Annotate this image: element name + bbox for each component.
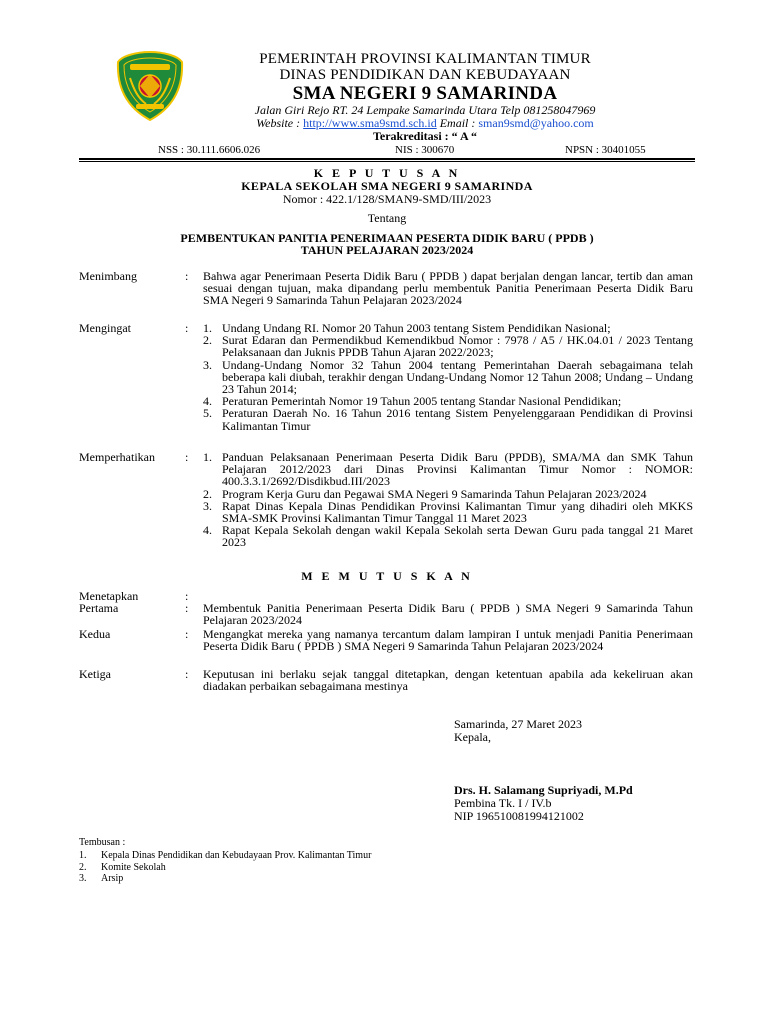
letterhead-contact — [200, 117, 650, 129]
signatory-name: Drs. H. Salamang Supriyadi, M.Pd — [454, 783, 633, 797]
list-item — [203, 451, 693, 488]
document-number: Nomor : 422.1/128/SMAN9-SMD/III/2023 — [282, 192, 492, 206]
item-number: 3. — [203, 498, 212, 513]
signatory-rank: Pembina Tk. I / IV.b — [454, 796, 552, 810]
decision-title: M E M U T U S K A N — [301, 569, 473, 583]
pertama-text: Membentuk Panitia Penerimaan Peserta Didik Baru ( PPDB ) SMA Negeri 9 Samarinda Tahun Pelajaran 2023/2024 — [203, 601, 693, 628]
item-text: Komite Sekolah — [101, 861, 166, 873]
mengingat-list — [203, 322, 693, 432]
item-text: Panduan Pelaksanaan Penerimaan Peserta Didik Baru (PPDB), SMA/MA dan SMK Tahun Pelajaran 2012/2023 dari Dinas Provinsi Kalimantan Timur Nomor : NOMOR: 400.3.3.1/2692/Disdikbud.III/2023 — [222, 450, 693, 489]
npsn-number: NPSN : 30401055 — [565, 144, 646, 156]
provincial-emblem-logo — [116, 50, 184, 122]
kedua-colon: : — [185, 627, 189, 641]
memperhatikan-label: Memperhatikan — [79, 450, 155, 464]
menimbang-colon: : — [185, 269, 189, 283]
nss-number: NSS : 30.111.6606.026 — [158, 144, 261, 156]
menimbang-text: Bahwa agar Penerimaan Peserta Didik Baru ( PPDB ) dapat berjalan dengan lancar, tertib dan aman sesuai dengan tujuan, maka dipandang perlu membentuk Panitia Penerimaan Peserta Didik Baru SMA Negeri 9 Samarinda Tahun Pelajaran 2023/2024 — [203, 269, 693, 308]
website-label: Website : — [256, 116, 304, 130]
pertama-label: Pertama — [79, 601, 119, 615]
list-item — [79, 850, 371, 862]
list-item — [203, 407, 693, 431]
pertama-colon: : — [185, 601, 189, 615]
item-number: 2. — [203, 486, 212, 501]
item-number: 4. — [203, 394, 212, 409]
subject-line-2: TAHUN PELAJARAN 2023/2024 — [300, 243, 474, 257]
letterhead-rule-thin — [79, 161, 695, 162]
about-label: Tentang — [367, 211, 407, 225]
ketiga-label: Ketiga — [79, 667, 111, 681]
kedua-text: Mengangkat mereka yang namanya tercantum dalam lampiran I untuk menjadi Panitia Penerimaan Peserta Didik Baru ( PPDB ) SMA Negeri 9 Samarinda Tahun Pelajaran 2023/2024 — [203, 627, 693, 654]
item-text: Rapat Kepala Sekolah dengan wakil Kepala Sekolah serta Dewan Guru pada tanggal 21 Maret 2023 — [222, 523, 693, 550]
item-number: 2. — [203, 333, 212, 348]
item-number: 3. — [79, 873, 87, 884]
item-text: Kepala Dinas Pendidikan dan Kebudayaan Prov. Kalimantan Timur — [101, 850, 372, 861]
list-item — [203, 359, 693, 396]
document-title: K E P U T U S A N — [313, 166, 461, 180]
item-number: 1. — [79, 850, 87, 861]
tembusan-label: Tembusan : — [79, 837, 126, 848]
menetapkan-label: Menetapkan — [79, 589, 139, 603]
tembusan-list — [79, 850, 371, 885]
signature-position: Kepala, — [454, 730, 491, 744]
item-number: 3. — [203, 357, 212, 372]
item-number: 2. — [79, 861, 87, 873]
ketiga-text: Keputusan ini berlaku sejak tanggal ditetapkan, dengan ketentuan apabila ada kekeliruan akan diadakan perbaikan sebagaimana mestinya — [203, 667, 693, 694]
menimbang-label: Menimbang — [79, 269, 137, 283]
kedua-label: Kedua — [79, 627, 111, 641]
item-text: Rapat Dinas Kepala Dinas Pendidikan Provinsi Kalimantan Timur yang dihadiri oleh MKKS SMA-SMK Provinsi Kalimantan Timur Tanggal 11 Maret 2023 — [222, 498, 693, 526]
item-text: Surat Edaran dan Permendikbud Kemendikbud Nomor : 7978 / A5 / HK.04.01 / 2023 Tentang Pelaksanaan dan Juknis PPDB Tahun Ajaran 2022/2023; — [222, 333, 693, 360]
item-number: 4. — [203, 523, 212, 538]
item-number: 1. — [203, 450, 212, 464]
letterhead-address: Jalan Giri Rejo RT. 24 Lempake Samarinda Utara Telp 081258047969 — [254, 103, 596, 117]
letterhead-department: DINAS PENDIDIKAN DAN KEBUDAYAAN — [279, 67, 571, 83]
list-item — [203, 524, 693, 548]
memperhatikan-colon: : — [185, 450, 189, 464]
ketiga-colon: : — [185, 667, 189, 681]
item-text: Peraturan Pemerintah Nomor 19 Tahun 2005 tentang Standar Nasional Pendidikan; — [222, 394, 622, 409]
email-label: Email : — [436, 116, 479, 130]
mengingat-label: Mengingat — [79, 321, 131, 335]
mengingat-colon: : — [185, 321, 189, 335]
website-link[interactable]: http://www.sma9smd.sch.id — [303, 116, 437, 130]
memperhatikan-list — [203, 451, 693, 549]
item-text: Undang Undang RI. Nomor 20 Tahun 2003 tentang Sistem Pendidikan Nasional; — [222, 321, 611, 335]
list-item — [79, 862, 371, 874]
list-item — [203, 334, 693, 358]
list-item — [203, 500, 693, 524]
letterhead-government: PEMERINTAH PROVINSI KALIMANTAN TIMUR — [259, 51, 591, 67]
item-number: 1. — [203, 321, 212, 335]
subject-line-1: PEMBENTUKAN PANITIA PENERIMAAN PESERTA DIDIK BARU ( PPDB ) — [180, 231, 594, 245]
menetapkan-colon: : — [185, 589, 189, 603]
signatory-nip: NIP 196510081994121002 — [454, 809, 584, 823]
signature-place-date: Samarinda, 27 Maret 2023 — [454, 717, 582, 731]
accreditation: Terakreditasi : “ A “ — [372, 129, 477, 143]
document-issuer: KEPALA SEKOLAH SMA NEGERI 9 SAMARINDA — [241, 179, 533, 193]
item-text: Arsip — [101, 873, 124, 884]
list-item — [79, 873, 371, 885]
letterhead-rule-thick — [79, 158, 695, 160]
email-address: sman9smd@yahoo.com — [478, 116, 594, 130]
item-number: 5. — [203, 406, 212, 421]
item-text: Undang-Undang Nomor 32 Tahun 2004 tentang Pemerintahan Daerah sebagaimana telah beberapa kali diubah, terakhir dengan Undang-Undang Nomor 12 Tahun 2008; Undang – Undang 23 Tahun 2014; — [222, 357, 693, 397]
item-text: Peraturan Daerah No. 16 Tahun 2016 tentang Sistem Penyelenggaraan Pendidikan di Provinsi Kalimantan Timur — [222, 406, 693, 433]
nis-number: NIS : 300670 — [395, 144, 455, 156]
letterhead-school-name: SMA NEGERI 9 SAMARINDA — [292, 83, 558, 104]
item-text: Program Kerja Guru dan Pegawai SMA Negeri 9 Samarinda Tahun Pelajaran 2023/2024 — [222, 486, 647, 501]
